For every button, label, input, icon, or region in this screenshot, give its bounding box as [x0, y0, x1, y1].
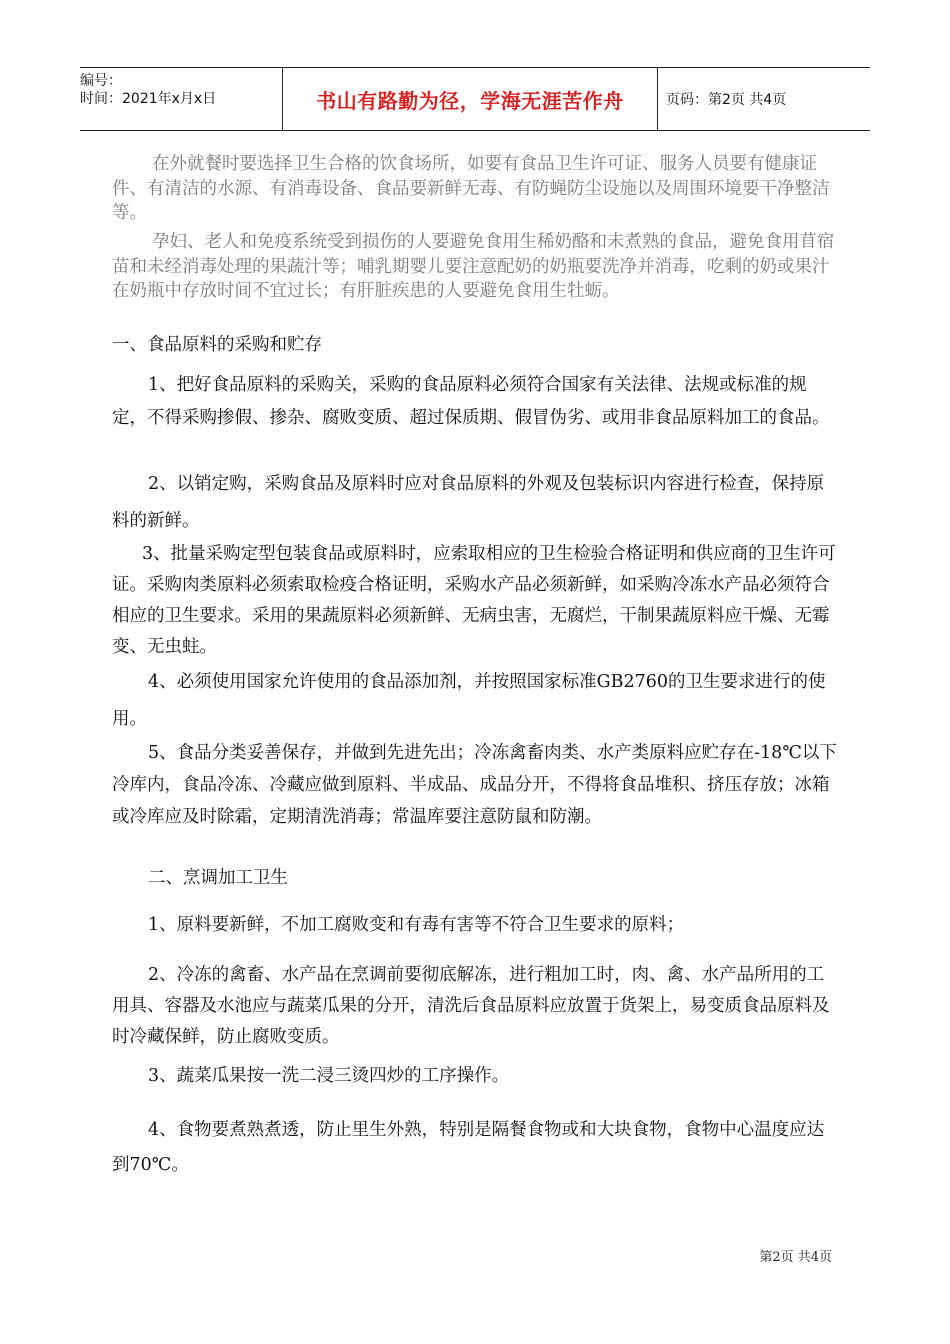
- section-heading-1: 一、食品原料的采购和贮存: [112, 335, 322, 355]
- document-time-label: 时间：2021年x月x日: [80, 91, 217, 107]
- section1-item-5: 5、食品分类妥善保存，并做到先进先出；冷冻禽畜肉类、水产类原料应贮存在-18℃以下冷库内，食品冷冻、冷藏应做到原料、半成品、成品分开，不得将食品堆积、挤压存放；冰箱或冷库应及时除霜，定期清洗消毒；常温库要注意防鼠和防潮。: [112, 743, 837, 827]
- section2-item-1: 1、原料要新鲜，不加工腐败变和有毒有害等不符合卫生要求的原料；: [148, 915, 685, 935]
- header-motto: 书山有路勤为径，学海无涯苦作舟: [282, 68, 658, 130]
- document-header: [80, 67, 870, 131]
- section2-item-4: 4、食物要煮熟煮透，防止里生外熟，特别是隔餐食物或和大块食物，食物中心温度应达到70℃。: [112, 1120, 825, 1175]
- section-heading-2: 二、烹调加工卫生: [148, 868, 288, 888]
- section2-item-2: 2、冷冻的禽畜、水产品在烹调前要彻底解冻，进行粗加工时，肉、禽、水产品所用的工用具、容器及水池应与蔬菜瓜果的分开，清洗后食品原料应放置于货架上，易变质食品原料及时冷藏保鲜，防止腐败变质。: [112, 965, 830, 1047]
- page-footer: 第2页 共4页: [759, 1250, 832, 1265]
- header-page-label: 页码：第2页 共4页: [666, 92, 787, 108]
- document-number-label: 编号：: [80, 73, 122, 89]
- section1-item-3: 3、批量采购定型包装食品或原料时，应索取相应的卫生检验合格证明和供应商的卫生许可证。采购肉类原料必须索取检疫合格证明，采购水产品必须新鲜，如采购冷冻水产品必须符合相应的卫生要求。采用的果蔬原料必须新鲜、无病虫害，无腐烂，干制果蔬原料应干燥、无霉变、无虫蛀。: [112, 544, 836, 657]
- paragraph-dining-out: 在外就餐时要选择卫生合格的饮食场所，如要有食品卫生许可证、服务人员要有健康证件、有清洁的水源、有消毒设备、食品要新鲜无毒、有防蝇防尘设施以及周围环境要干净整洁等。: [112, 154, 830, 223]
- header-meta: [80, 68, 282, 130]
- section1-item-1: 1、把好食品原料的采购关，采购的食品原料必须符合国家有关法律、法规或标准的规定，不得采购掺假、掺杂、腐败变质、超过保质期、假冒伪劣、或用非食品原料加工的食品。: [112, 375, 830, 428]
- section2-item-3: 3、蔬菜瓜果按一洗二浸三烫四炒的工序操作。: [148, 1066, 510, 1086]
- paragraph-vulnerable-groups: 孕妇、老人和免疫系统受到损伤的人要避免食用生稀奶酪和未煮熟的食品，避免食用苜宿苗和未经消毒处理的果蔬汁等；哺乳期婴儿要注意配奶的奶瓶要洗净并消毒，吃剩的奶或果汁在奶瓶中存放时间不宜过长；有肝脏疾患的人要避免食用生牡蛎。: [112, 232, 835, 301]
- section1-item-4: 4、必须使用国家允许使用的食品添加剂，并按照国家标准GB2760的卫生要求进行的使用。: [112, 672, 826, 729]
- section1-item-2: 2、以销定购，采购食品及原料时应对食品原料的外观及包装标识内容进行检查，保持原料的新鲜。: [112, 474, 825, 531]
